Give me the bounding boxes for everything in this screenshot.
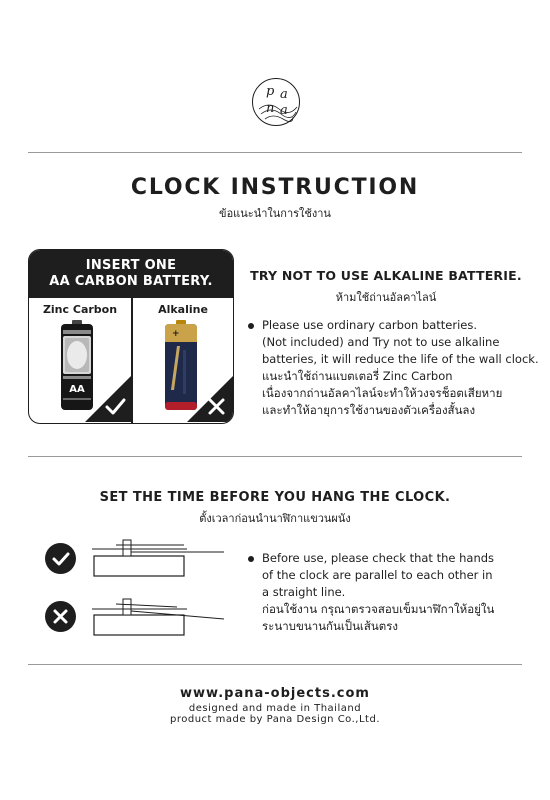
battery-card <box>28 249 234 424</box>
battery-text-line: (Not included) and Try not to use alkaline <box>262 335 500 349</box>
check-corner-icon <box>85 376 131 422</box>
pana-logo <box>252 78 300 126</box>
time-text-line: of the clock are parallel to each other in <box>262 568 493 582</box>
logo-letter-n: n <box>266 101 275 116</box>
zinc-carbon-label: Zinc Carbon <box>42 303 118 316</box>
time-text-line: Before use, please check that the hands <box>262 551 495 565</box>
zinc-battery-label: AA <box>69 384 85 395</box>
cross-corner-icon <box>187 376 233 422</box>
alkaline-label: Alkaline <box>158 303 208 316</box>
battery-text-line: Please use ordinary carbon batteries. <box>262 318 478 332</box>
card-title-line1: INSERT ONE <box>85 258 177 273</box>
time-instructions <box>262 550 494 635</box>
battery-text-line: batteries, it will reduce the life of the wall clock. <box>262 352 539 366</box>
battery-text-line: แนะนำใช้ถ่านแบตเตอรี่ Zinc Carbon <box>262 369 453 383</box>
svg-text:+: + <box>172 329 180 339</box>
website-link[interactable]: www.pana-objects.com <box>180 686 370 701</box>
set-time-heading-th: ตั้งเวลาก่อนนำนาฬิกาแขวนผนัง <box>199 512 351 525</box>
incorrect-cross-icon <box>45 601 76 632</box>
page-subtitle-th: ข้อแนะนำในการใช้งาน <box>219 207 331 220</box>
alkaline-warning-heading-th: ห้ามใช้ถ่านอัลคาไลน์ <box>335 291 437 304</box>
bullet-dot <box>248 556 254 562</box>
battery-instructions <box>262 317 539 419</box>
battery-text-line: และทำให้อายุการใช้งานของตัวเครื่องสั้นลง <box>262 403 476 417</box>
set-time-heading: SET THE TIME BEFORE YOU HANG THE CLOCK. <box>99 490 451 505</box>
card-title-line2: AA CARBON BATTERY. <box>49 274 213 289</box>
time-text-line: ก่อนใช้งาน กรุณาตรวจสอบเข็มนาฬิกาให้อยู่ใน <box>262 602 495 616</box>
time-text-line: ระนาบขนานกันเป็นเส้นตรง <box>262 619 399 633</box>
divider-bottom <box>28 664 522 665</box>
battery-text-line: เนื่องจากถ่านอัลคาไลน์จะทำให้วงจรช็อตเสียหาย <box>262 386 503 400</box>
divider-middle <box>28 456 522 457</box>
battery-card-header <box>29 250 233 298</box>
card-divider <box>131 298 133 424</box>
logo-letter-p: p <box>266 84 275 99</box>
divider-top <box>28 152 522 153</box>
clock-hands-parallel-diagram <box>92 536 228 578</box>
page-title: CLOCK INSTRUCTION <box>130 175 420 200</box>
logo-grain-lines <box>253 79 301 127</box>
logo-letter-a: a <box>280 87 288 102</box>
correct-check-icon <box>45 543 76 574</box>
bullet-dot <box>248 323 254 329</box>
alkaline-warning-heading: TRY NOT TO USE ALKALINE BATTERIE. <box>250 268 522 283</box>
logo-letter-a2: a <box>280 103 288 118</box>
clock-hands-not-parallel-diagram <box>92 595 228 637</box>
footer-made-in: designed and made in Thailand <box>188 703 362 714</box>
footer-company: product made by Pana Design Co.,Ltd. <box>170 714 380 725</box>
time-text-line: a straight line. <box>262 585 346 599</box>
